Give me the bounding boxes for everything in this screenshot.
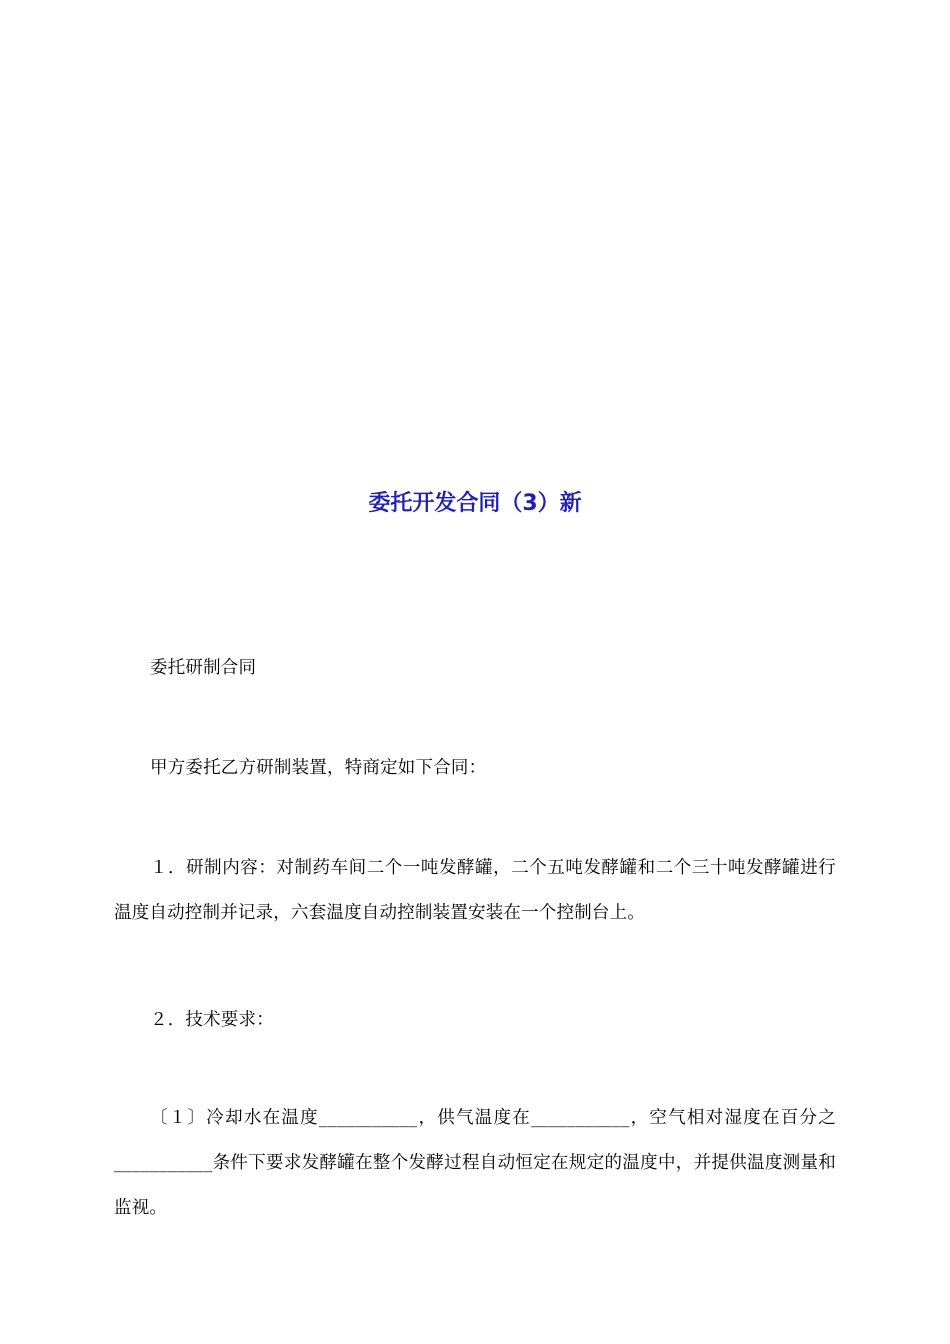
paragraph-technical-requirements: ２．技术要求： <box>150 1010 274 1030</box>
paragraph-contract-heading: 委托研制合同 <box>150 658 257 678</box>
paragraph-intro: 甲方委托乙方研制装置，特商定如下合同： <box>150 758 487 778</box>
document-title: 委托开发合同（3）新 <box>368 491 582 516</box>
paragraph-requirement-1: 〔１〕冷却水在温度___________，供气温度在___________，空气相对湿度在百分之___________条件下要求发酵罐在整个发酵过程自动恒定在规定的温度中，并提供温度测量和监视。 <box>114 1108 836 1218</box>
paragraph-research-content: １．研制内容：对制药车间二个一吨发酵罐，二个五吨发酵罐和二个三十吨发酵罐进行温度自动控制并记录，六套温度自动控制装置安装在一个控制台上。 <box>114 858 836 923</box>
